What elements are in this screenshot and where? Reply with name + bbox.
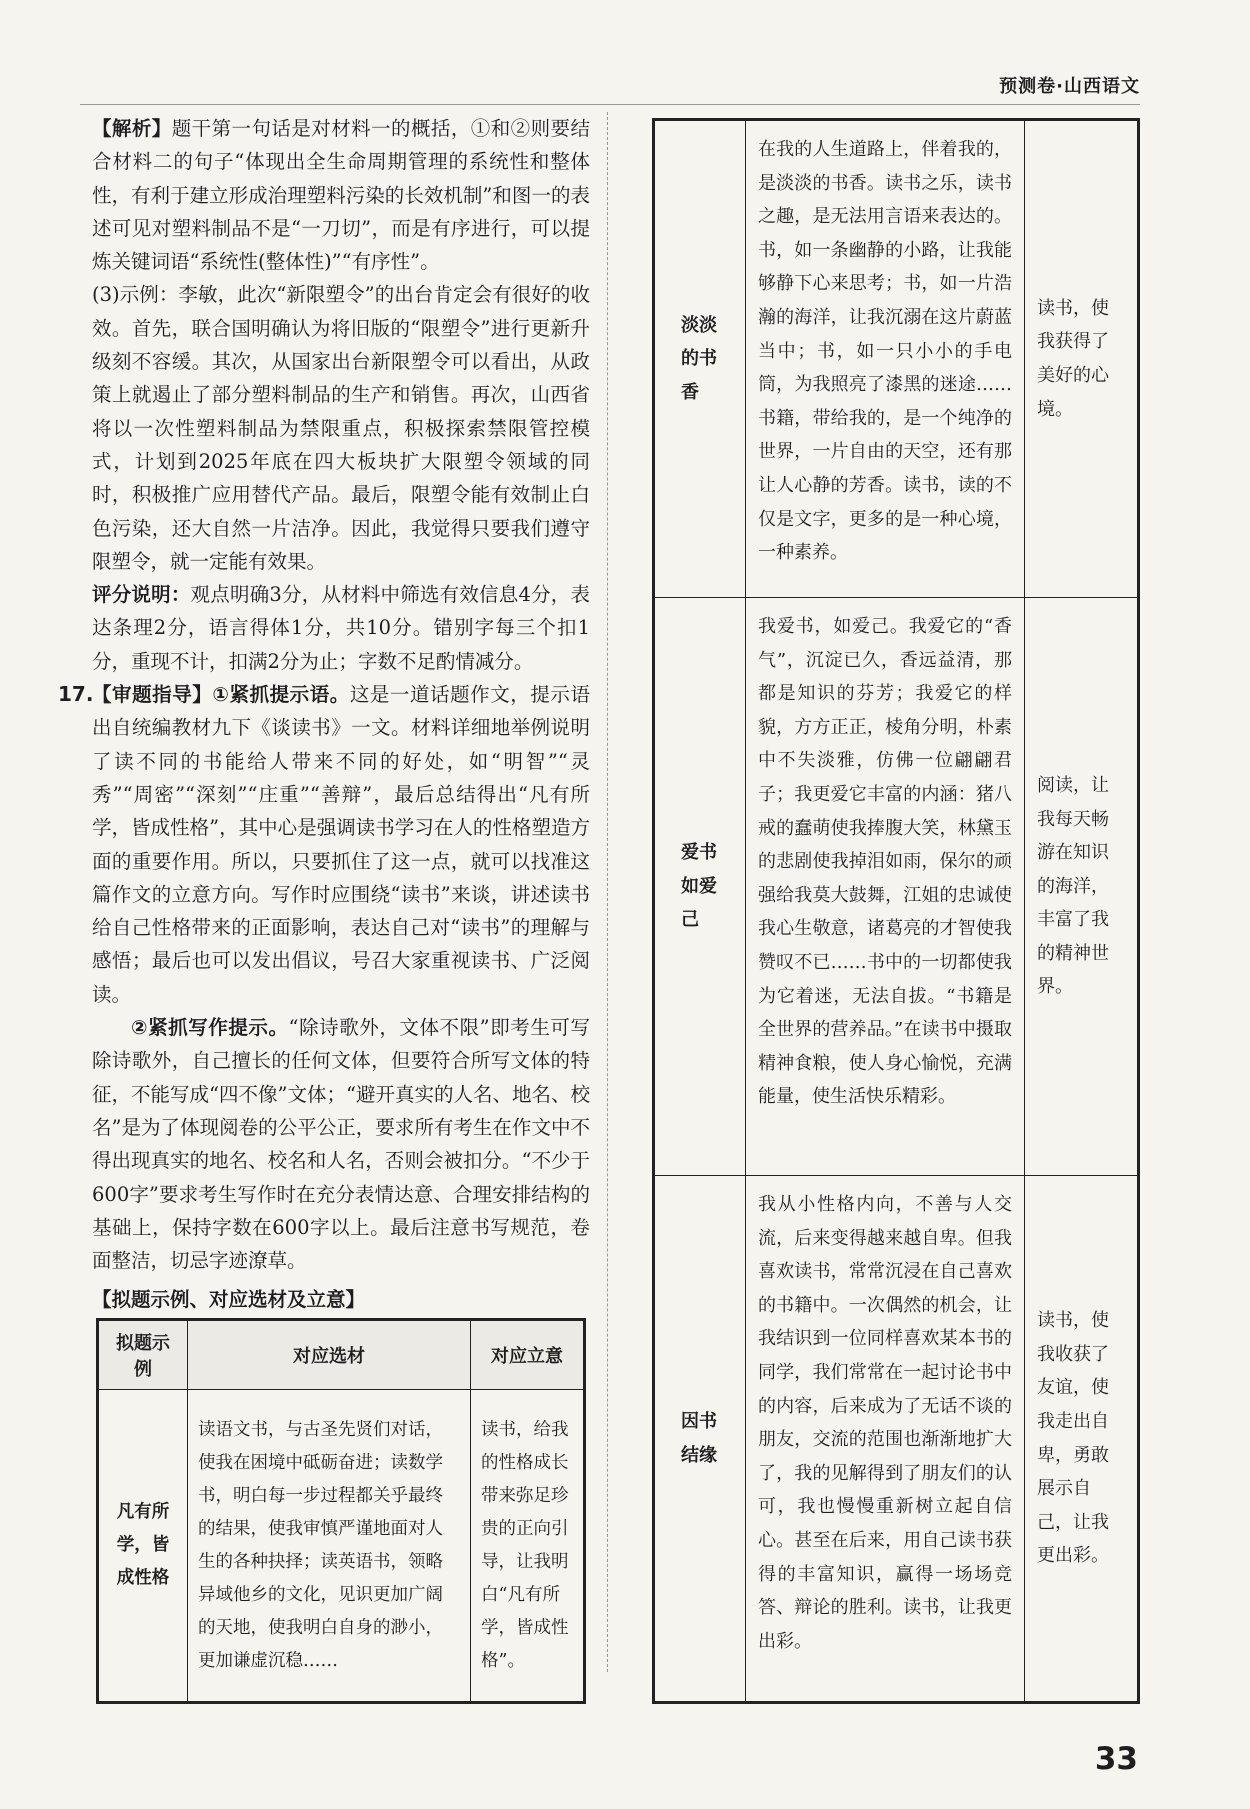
scoring-paragraph — [92, 578, 590, 678]
row-idea: 阅读，让我每天畅游在知识的海洋，丰富了我的精神世界。 — [1025, 598, 1139, 1176]
q17-tag: 【审题指导】 — [92, 683, 213, 707]
q17-point1-paragraph — [58, 678, 590, 1011]
header-rule — [80, 104, 1140, 105]
column-divider — [607, 112, 608, 1672]
q17-point2-title: ②紧抓写作提示。 — [131, 1016, 289, 1040]
analysis-text: 题干第一句话是对材料一的概括，①和②则要结合材料二的句子“体现出全生命周期管理的系统性和整体性，有利于建立形成治理塑料污染的长效机制”和图一的表述可见对塑料制品不是“一刀切”，而是有序进行，可以提炼关键词语“系统性(整体性)”“有序性”。 — [92, 117, 590, 274]
analysis-tag: 【解析】 — [92, 117, 172, 140]
table-row — [654, 1176, 1139, 1703]
example-3-paragraph: (3)示例：李敏，此次“新限塑令”的出台肯定会有很好的收效。首先，联合国明确认为将旧版的“限塑令”进行更新升级刻不容缓。其次，从国家出台新限塑令可以看出，从政策上就遏止了部分塑料制品的生产和销售。再次，山西省将以一次性塑料制品为禁限重点，积极探索禁限管控模式，计划到2025年底在四大板块扩大限塑令领域的同时，积极推广应用替代产品。最后，限塑令能有效制止白色污染，还大自然一片洁净。因此，我觉得只要我们遵守限塑令，就一定能有效果。 — [92, 283, 590, 573]
scoring-text: 观点明确3分，从材料中筛选有效信息4分，表达条理2分，语言得体1分，共10分。错别字每三个扣1分，重现不计，扣满2分为止；字数不足酌情减分。 — [92, 583, 590, 673]
row-idea: 读书，给我的性格成长带来弥足珍贵的正向引导，让我明白“凡有所学，皆成性格”。 — [471, 1390, 585, 1703]
continued-table — [652, 118, 1140, 1704]
table-row — [98, 1390, 585, 1703]
row-material: 读语文书，与古圣先贤们对话，使我在困境中砥砺奋进；读数学书，明白每一步过程都关乎最终的结果，使我审慎严谨地面对人生的各种抉择；读英语书，领略异域他乡的文化，见识更加广阔的天地，使我明白自身的渺小，更加谦虚沉稳…… — [188, 1390, 471, 1703]
title-example-table — [96, 1318, 586, 1704]
analysis-paragraph — [92, 112, 590, 278]
row-idea: 读书，使我收获了友谊，使我走出自卑，勇敢展示自己，让我更出彩。 — [1025, 1176, 1139, 1703]
row-title: 凡有所学，皆成性格 — [98, 1390, 188, 1703]
table-heading: 【拟题示例、对应选材及立意】 — [92, 1288, 366, 1312]
left-column — [58, 112, 590, 1317]
row-material: 我从小性格内向，不善与人交流，后来变得越来越自卑。但我喜欢读书，常常沉浸在自己喜欢的书籍中。一次偶然的机会，让我结识到一位同样喜欢某本书的同学，我们常常在一起讨论书中的内容，后来成为了无话不谈的朋友，交流的范围也渐渐地扩大了，我的见解得到了朋友们的认可，我也慢慢重新树立起自信心。甚至在后来，用自己读书获得的丰富知识，赢得一场场竞答、辩论的胜利。读书，让我更出彩。 — [746, 1176, 1025, 1703]
row-idea: 读书，使我获得了美好的心境。 — [1025, 120, 1139, 598]
row-material: 我爱书，如爱己。我爱它的“香气”，沉淀已久，香远益清，那都是知识的芬芳；我爱它的样貌，方方正正，棱角分明，朴素中不失淡雅，仿佛一位翩翩君子；我更爱它丰富的内涵：猪八戒的蠢萌使我捧腹大笑，林黛玉的悲剧使我掉泪如雨，保尔的顽强给我莫大鼓舞，江姐的忠诚使我心生敬意，诸葛亮的才智使我赞叹不已……书中的一切都使我为它着迷，无法自拔。“书籍是全世界的营养品。”在读书中摄取精神食粮，使人身心愉悦，充满能量，使生活快乐精彩。 — [746, 598, 1025, 1176]
table-header-row — [98, 1320, 585, 1390]
page-number: 33 — [1094, 1741, 1138, 1777]
row-title: 爱书如爱己 — [654, 598, 746, 1176]
row-material: 在我的人生道路上，伴着我的，是淡淡的书香。读书之乐，读书之趣，是无法用言语来表达的。书，如一条幽静的小路，让我能够静下心来思考；书，如一片浩瀚的海洋，让我沉溺在这片蔚蓝当中；书，如一只小小的手电筒，为我照亮了漆黑的迷途……书籍，带给我的，是一个纯净的世界，一片自由的天空，还有那让人心静的芳香。读书，读的不仅是文字，更多的是一种心境，一种素养。 — [746, 120, 1025, 598]
page-header-title: 预测卷·山西语文 — [999, 76, 1140, 97]
header-idea: 对应立意 — [471, 1320, 585, 1390]
table-row — [654, 598, 1139, 1176]
q17-point1-title: ①紧抓提示语。 — [212, 683, 350, 707]
table-row — [654, 120, 1139, 598]
row-title: 因书结缘 — [654, 1176, 746, 1703]
q17-point1-text: 这是一道话题作文，提示语出自统编教材九下《谈读书》一文。材料详细地举例说明了读不同的书能给人带来不同的好处，如“明智”“灵秀”“周密”“深刻”“庄重”“善辩”，最后总结得出“凡有所学，皆成性格”，其中心是强调读书学习在人的性格塑造方面的重要作用。所以，只要抓住了这一点，就可以找准这篇作文的立意方向。写作时应围绕“读书”来谈，讲述读书给自己性格带来的正面影响，表达自己对“读书”的理解与感悟；最后也可以发出倡议，号召大家重视读书、广泛阅读。 — [92, 683, 590, 1006]
row-title: 淡淡的书香 — [654, 120, 746, 598]
header-material: 对应选材 — [188, 1320, 471, 1390]
q17-point2-paragraph — [92, 1011, 590, 1277]
question-number: 17. — [58, 682, 94, 707]
scoring-tag: 评分说明： — [92, 583, 191, 607]
q17-point2-text: “除诗歌外，文体不限”即考生可写除诗歌外，自己擅长的任何文体，但要符合所写文体的特征，不能写成“四不像”文体；“避开真实的人名、地名、校名”是为了体现阅卷的公平公正，要求所有考生在作文中不得出现真实的地名、校名和人名，否则会被扣分。“不少于600字”要求考生写作时在充分表情达意、合理安排结构的基础上，保持字数在600字以上。最后注意书写规范，卷面整洁，切忌字迹潦草。 — [92, 1016, 590, 1273]
header-title-example: 拟题示例 — [98, 1320, 188, 1390]
